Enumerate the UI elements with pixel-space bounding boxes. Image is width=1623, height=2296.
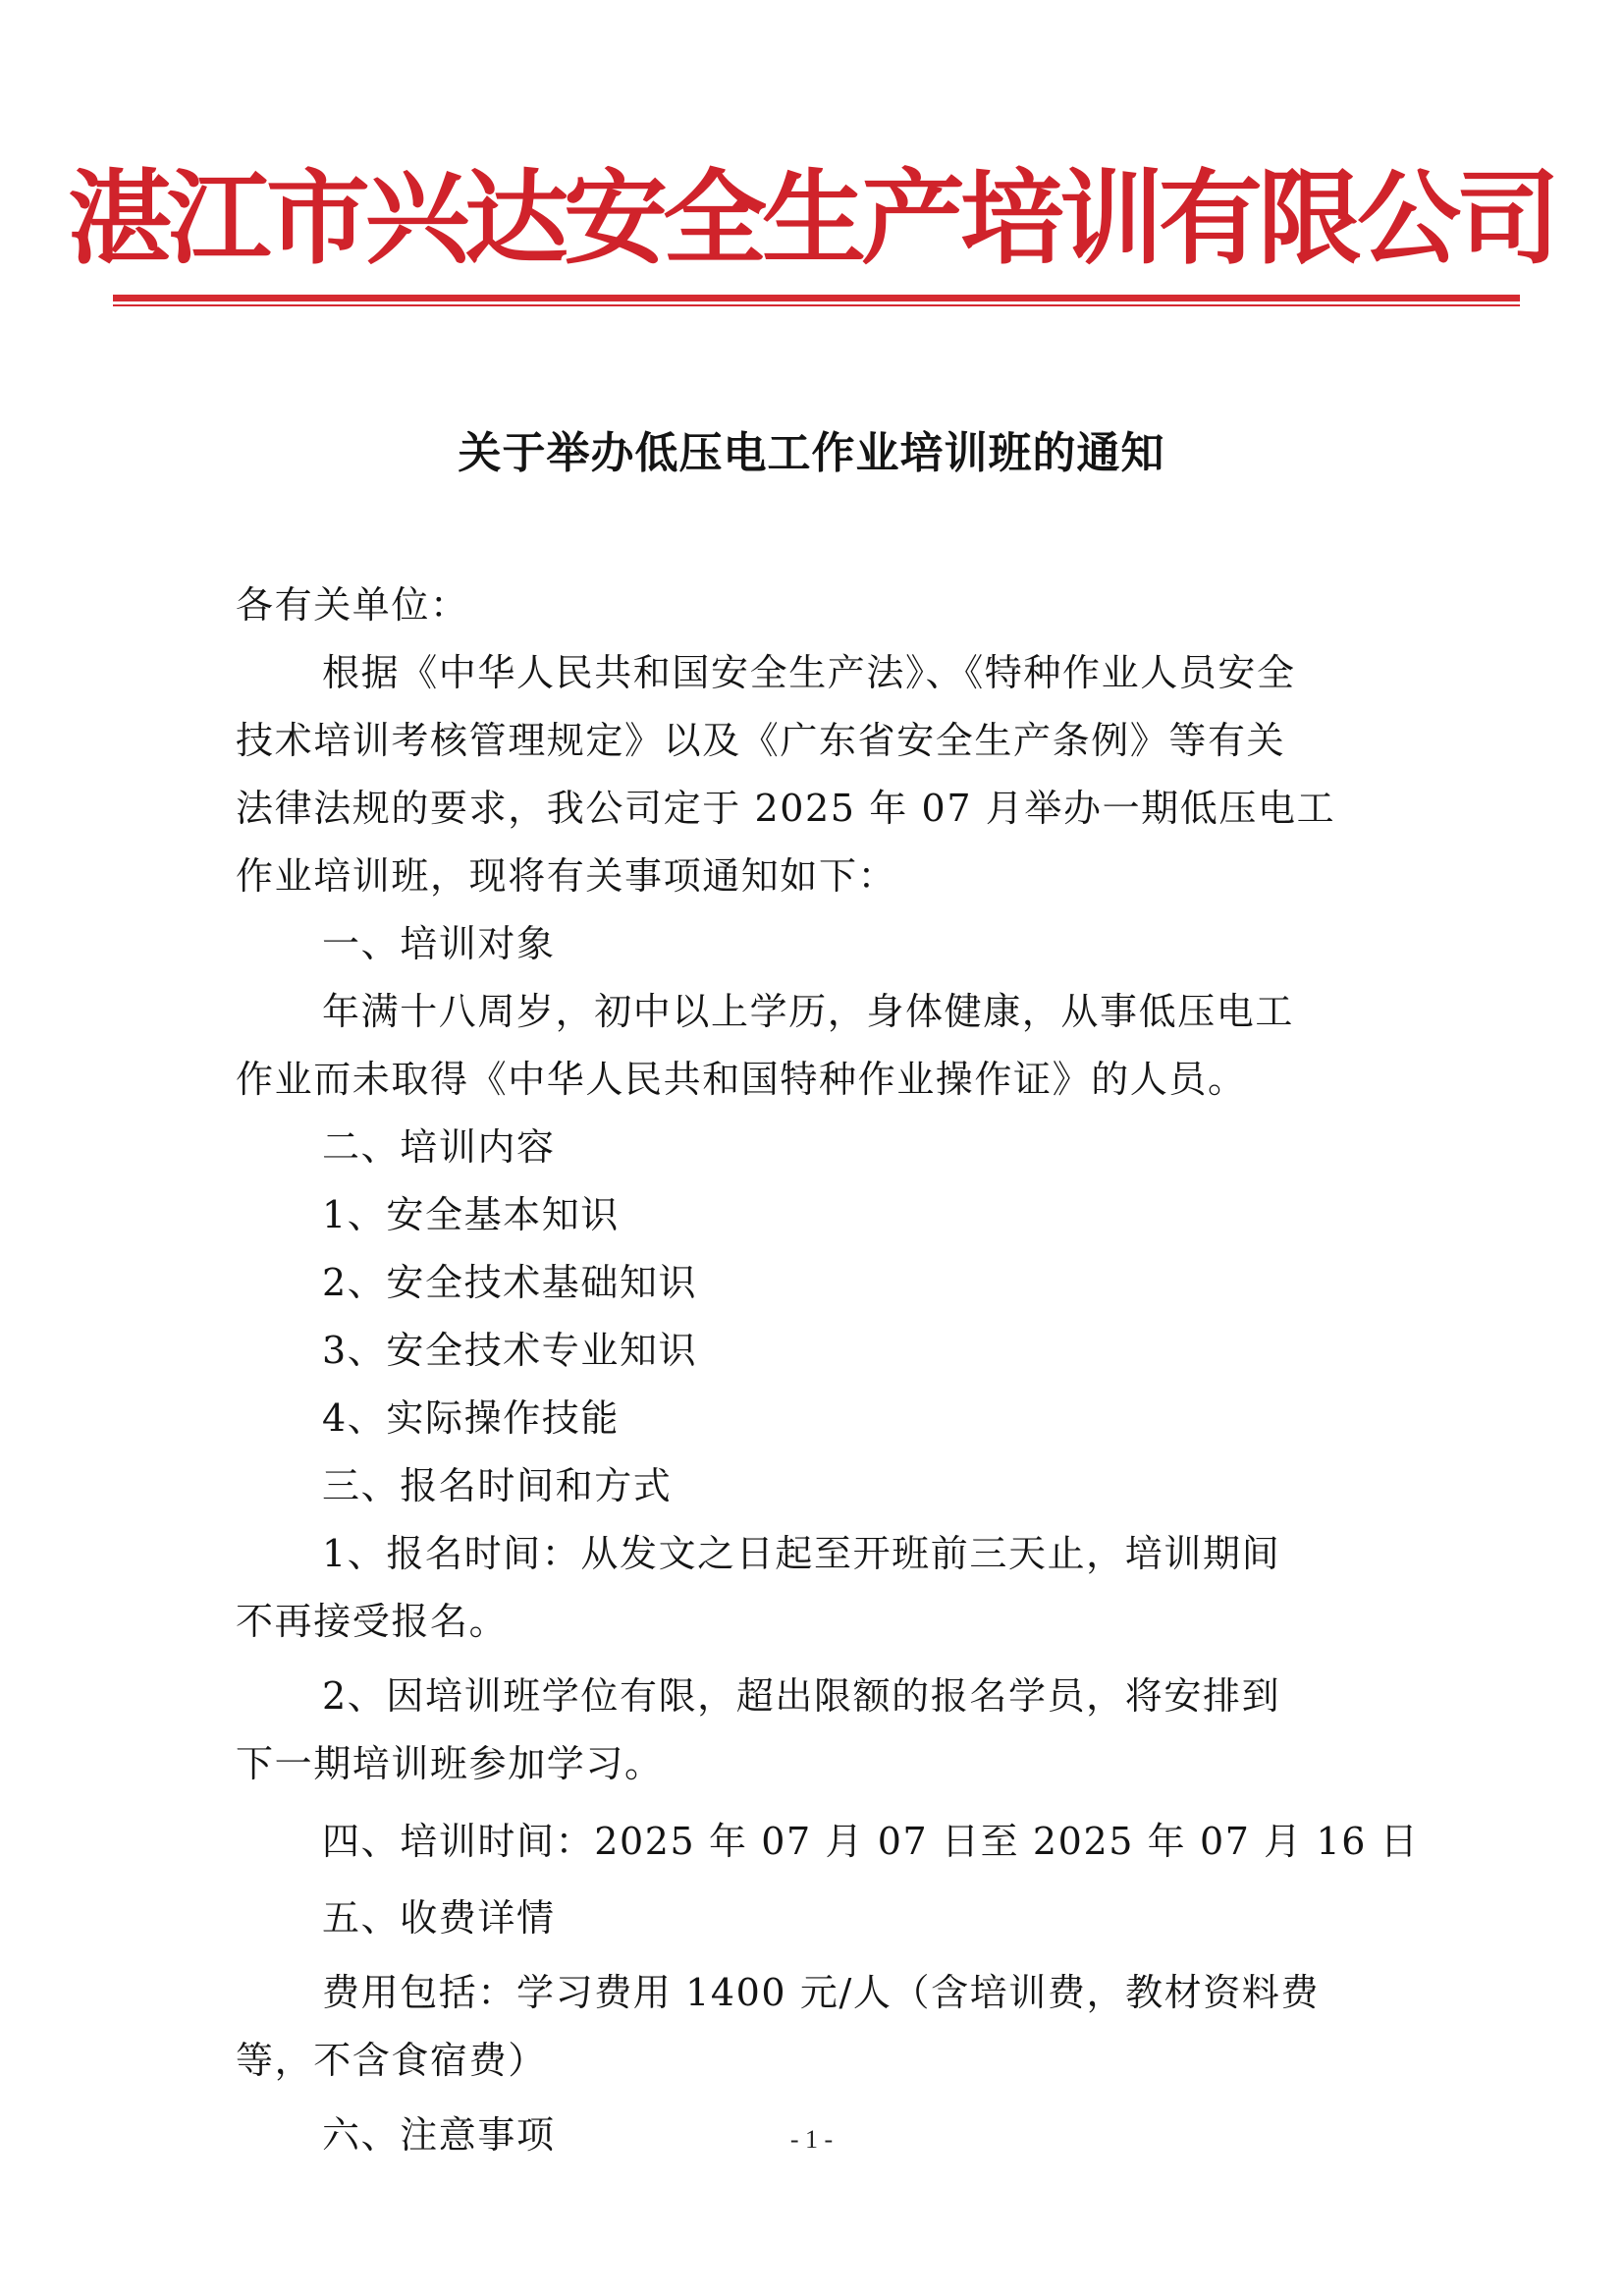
intro-line: 法律法规的要求，我公司定于 2025 年 07 月举办一期低压电工 [236,787,1336,830]
intro-line: 根据《中华人民共和国安全生产法》、《特种作业人员安全 [322,651,1296,694]
section-heading-registration: 三、报名时间和方式 [322,1464,673,1507]
letterhead-rule-thick [113,295,1520,301]
document-title: 关于举办低压电工作业培训班的通知 [458,428,1165,478]
section-heading-notes: 六、注意事项 [322,2113,556,2157]
target-audience-line: 年满十八周岁，初中以上学历，身体健康，从事低压电工 [322,990,1295,1033]
registration-item-1-line: 1、报名时间：从发文之日起至开班前三天止，培训期间 [322,1532,1281,1575]
training-content-item: 2、安全技术基础知识 [322,1261,698,1304]
training-content-item: 3、安全技术专业知识 [322,1329,698,1372]
intro-line: 技术培训考核管理规定》以及《广东省安全生产条例》等有关 [236,719,1286,762]
target-audience-line: 作业而未取得《中华人民共和国特种作业操作证》的人员。 [236,1058,1247,1101]
registration-item-1-line: 不再接受报名。 [236,1600,509,1643]
page-number: - 1 - [789,2125,834,2154]
document-body [236,572,1420,2169]
salutation: 各有关单位： [236,583,469,627]
section-heading-target-audience: 一、培训对象 [322,922,556,965]
section-heading-training-content: 二、培训内容 [322,1125,556,1169]
letterhead-company-name: 湛江市兴达安全生产培训有限公司 [68,159,1555,278]
training-content-item: 1、安全基本知识 [322,1193,620,1236]
registration-item-2-line: 下一期培训班参加学习。 [236,1742,664,1785]
section-training-dates: 四、培训时间：2025 年 07 月 07 日至 2025 年 07 月 16 日 [322,1820,1420,1863]
fees-line: 等，不含食宿费） [236,2039,547,2082]
intro-line: 作业培训班，现将有关事项通知如下： [236,854,897,898]
training-content-item: 4、实际操作技能 [322,1396,620,1440]
section-heading-fees: 五、收费详情 [322,1896,556,1940]
registration-item-2-line: 2、因培训班学位有限，超出限额的报名学员，将安排到 [322,1674,1281,1718]
fees-line: 费用包括：学习费用 1400 元/人（含培训费，教材资料费 [322,1971,1321,2014]
letterhead-rule-thin [113,304,1520,306]
